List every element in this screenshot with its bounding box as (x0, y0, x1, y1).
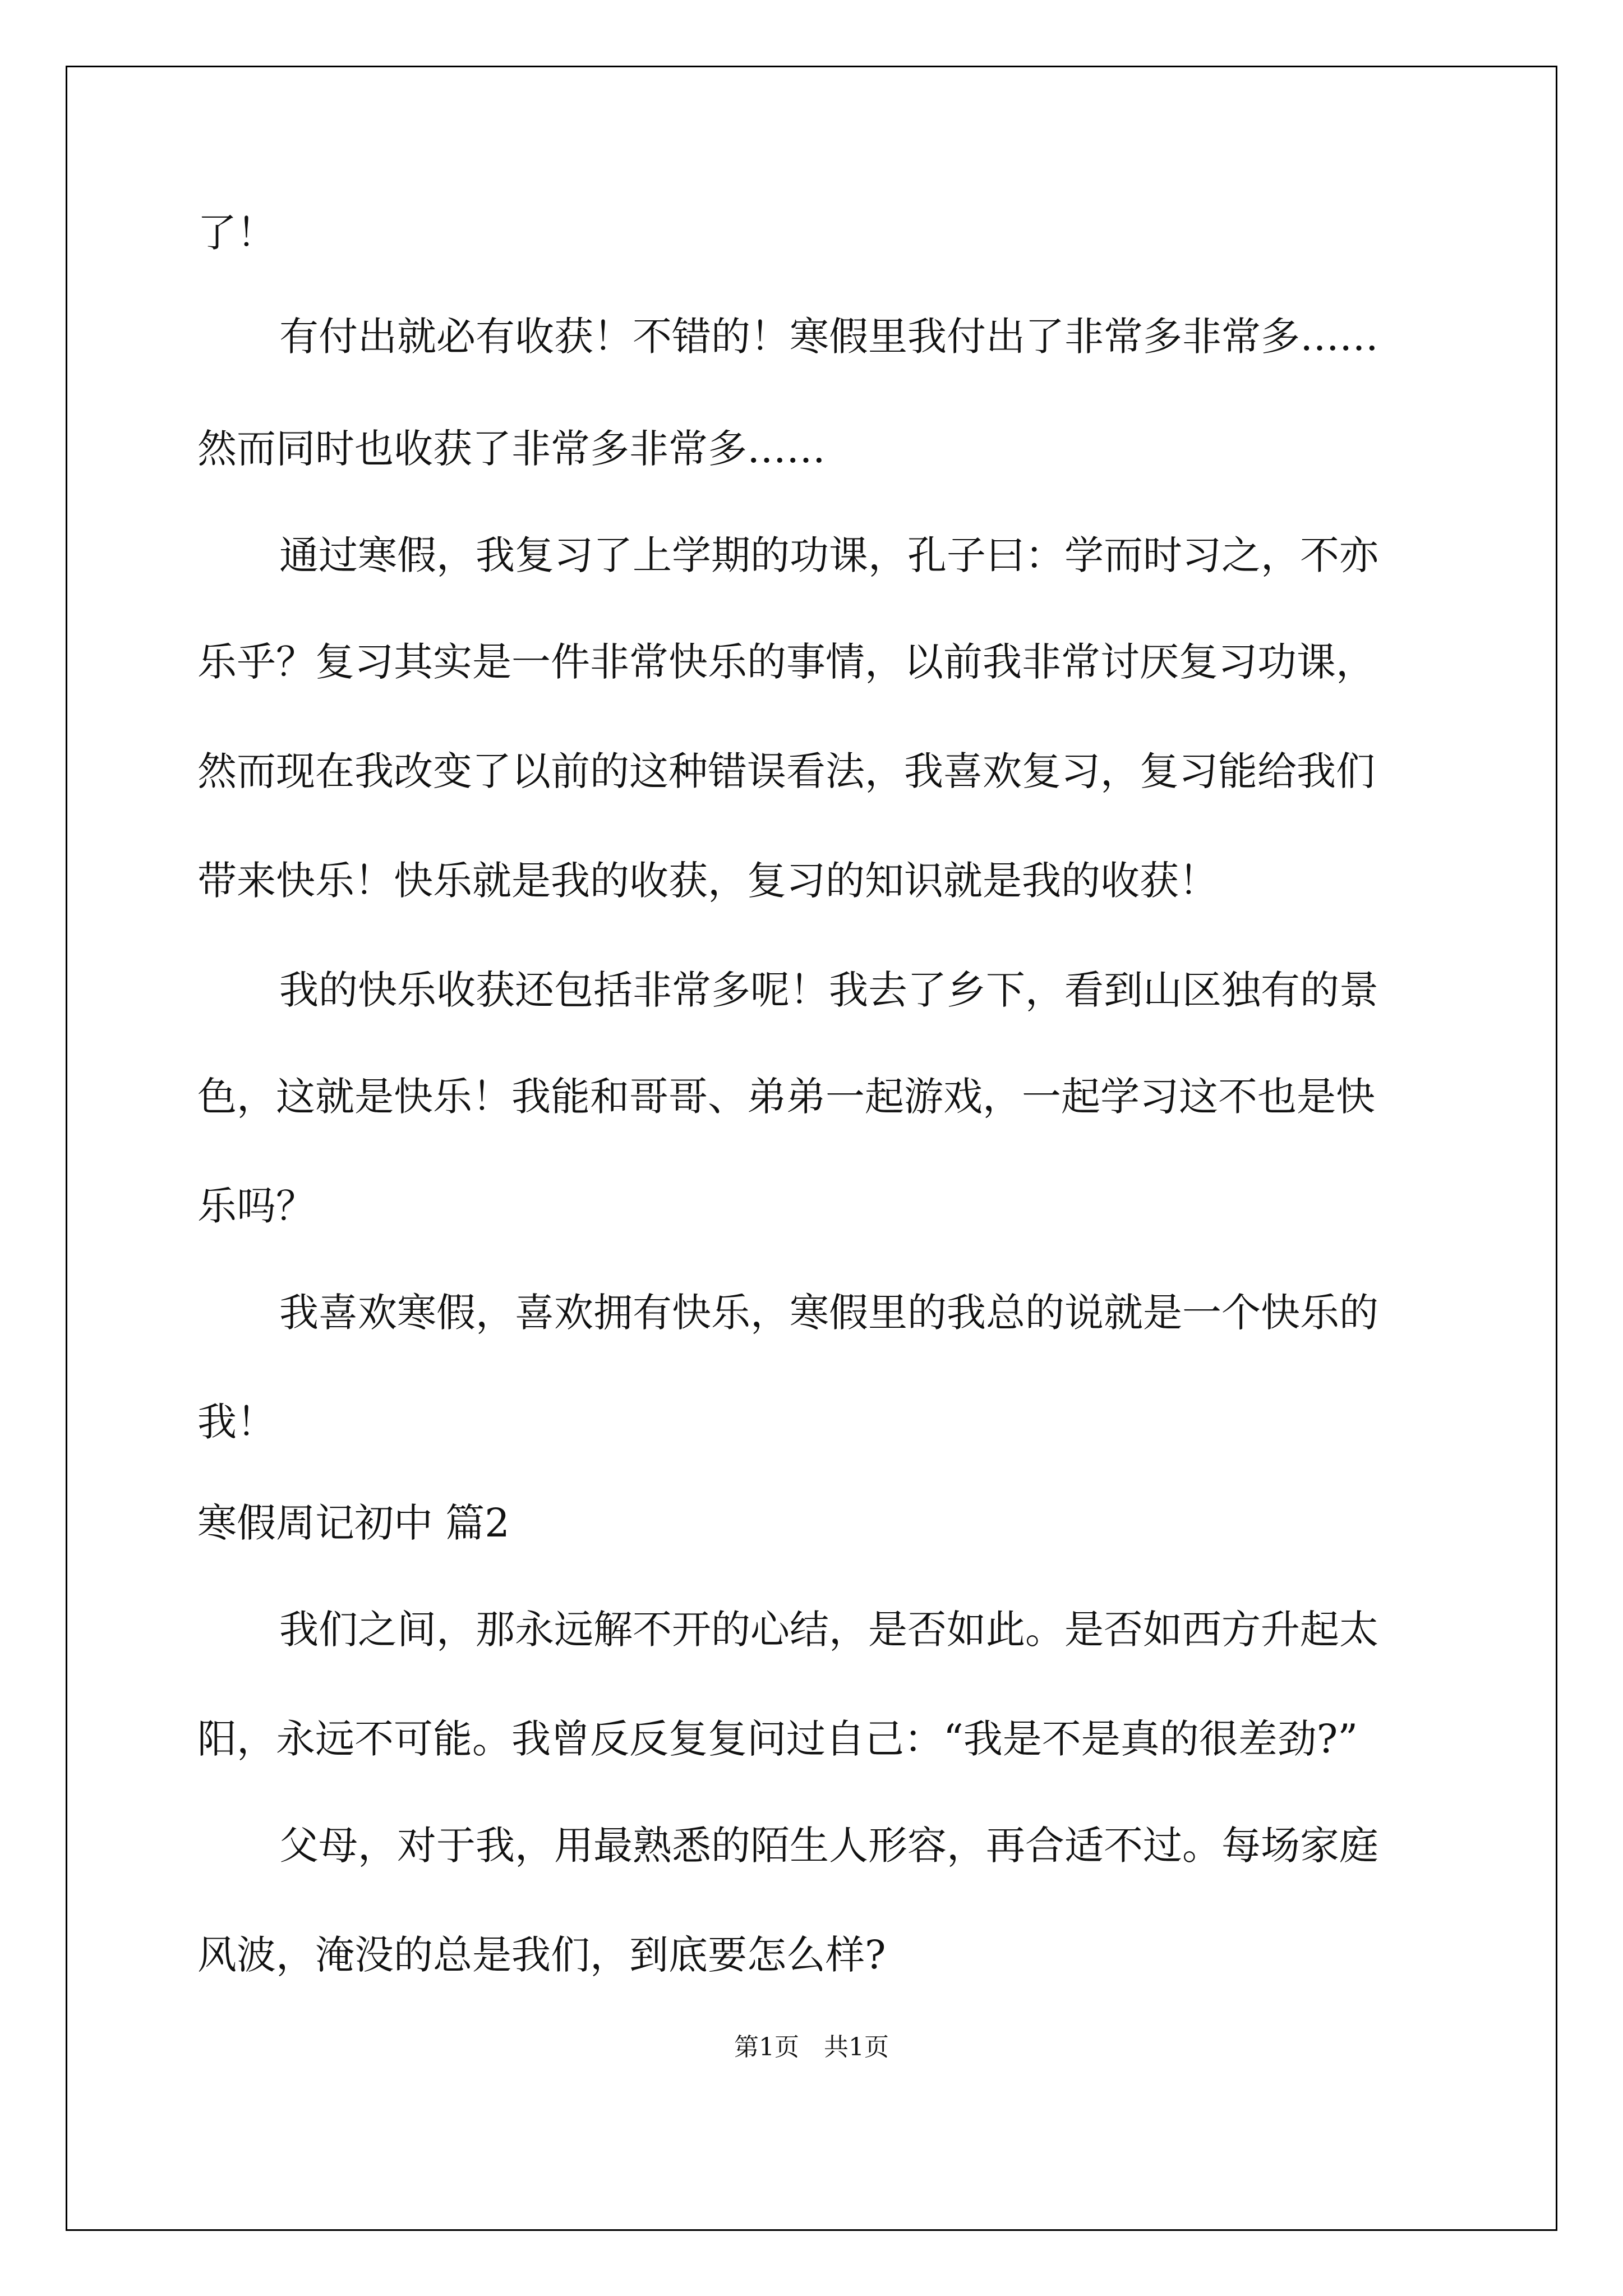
text-line-9: 色，这就是快乐！我能和哥哥、弟弟一起游戏，一起学习这不也是快 (197, 1074, 1375, 1120)
text-line-2: 有付出就必有收获！不错的！寒假里我付出了非常多非常多…… (279, 314, 1378, 360)
text-line-7: 带来快乐！快乐就是我的收获，复习的知识就是我的收获！ (197, 858, 1218, 904)
text-line-16: 父母，对于我，用最熟悉的陌生人形容，再合适不过。每场家庭 (279, 1823, 1378, 1869)
text-line-14: 我们之间，那永远解不开的心结，是否如此。是否如西方升起太 (279, 1607, 1378, 1653)
page-number-footer: 第1页 共1页 (734, 2033, 889, 2062)
text-line-1: 了！ (197, 210, 276, 256)
text-line-3: 然而同时也收获了非常多非常多…… (197, 426, 826, 472)
text-line-11: 我喜欢寒假，喜欢拥有快乐，寒假里的我总的说就是一个快乐的 (279, 1290, 1378, 1336)
page-border (66, 66, 1557, 2231)
text-line-6: 然而现在我改变了以前的这种错误看法，我喜欢复习，复习能给我们 (197, 748, 1375, 794)
text-line-17: 风波，淹没的总是我们，到底要怎么样? (197, 1932, 886, 1978)
text-line-10: 乐吗？ (197, 1183, 315, 1229)
text-line-4: 通过寒假，我复习了上学期的功课，孔子曰：学而时习之，不亦 (279, 532, 1378, 578)
text-line-12: 我！ (197, 1399, 276, 1445)
text-line-15: 阳，永远不可能。我曾反反复复问过自己：“我是不是真的很差劲?” (197, 1716, 1358, 1762)
text-line-8: 我的快乐收获还包括非常多呢！我去了乡下，看到山区独有的景 (279, 967, 1378, 1013)
text-line-5: 乐乎？复习其实是一件非常快乐的事情，以前我非常讨厌复习功课， (197, 639, 1375, 685)
section-heading: 寒假周记初中 篇2 (197, 1500, 510, 1546)
